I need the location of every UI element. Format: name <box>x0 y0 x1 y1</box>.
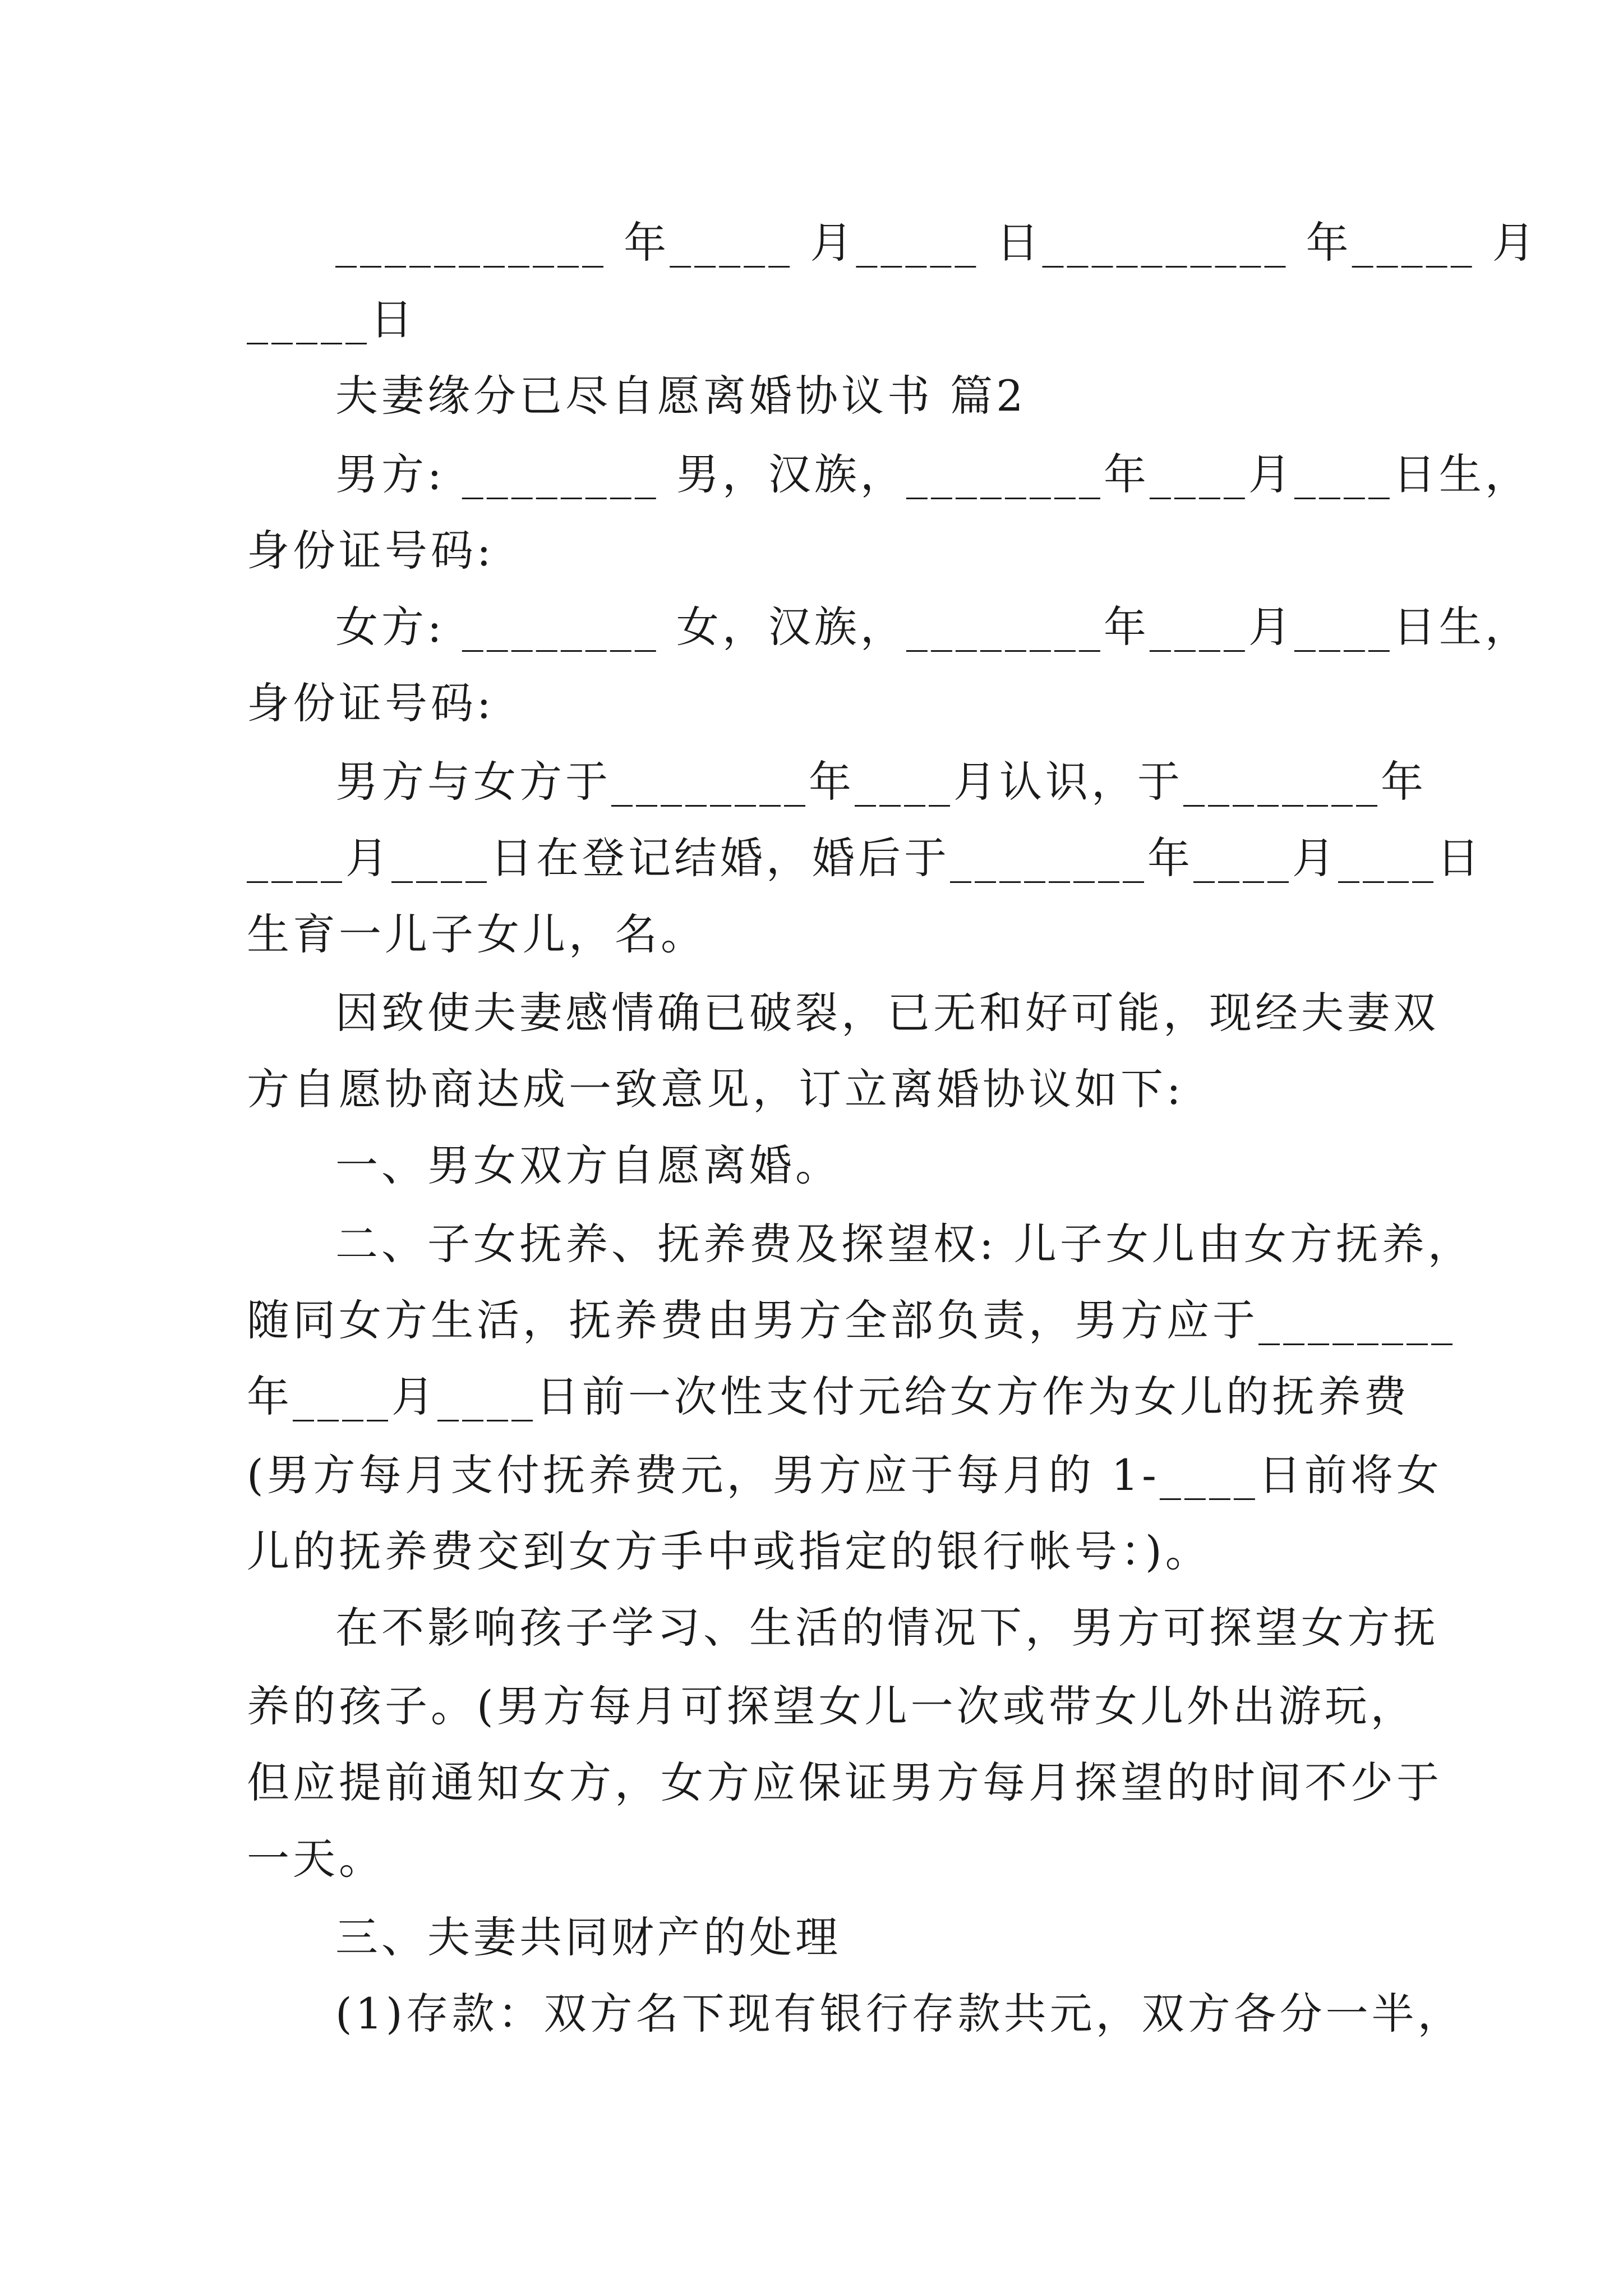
date-signature-line: ___________ 年_____ 月_____ 日__________ 年_____ 月 <box>335 218 1538 268</box>
marriage-paragraph-line: 男方与女方于________年____月认识，于________年 <box>335 757 1427 807</box>
woman-info-line: 女方: ________ 女，汉族，________年____月____日生， <box>335 602 1531 652</box>
reason-paragraph-line: 因致使夫妻感情确已破裂，已无和好可能，现经夫妻双 <box>335 988 1439 1038</box>
savings-line: (1)存款：双方名下现有银行存款共元，双方各分一半， <box>335 1989 1464 2039</box>
clause-one: 一、男女双方自愿离婚。 <box>335 1140 841 1190</box>
marriage-paragraph-line: 生育一儿子女儿，名。 <box>247 909 707 959</box>
visitation-paragraph-line: 一天。 <box>247 1834 385 1884</box>
visitation-paragraph-line: 在不影响孩子学习、生活的情况下，男方可探望女方抚 <box>335 1603 1439 1653</box>
date-signature-line-cont: _____日 <box>247 295 416 344</box>
section-title: 夫妻缘分已尽自愿离婚协议书 篇2 <box>335 371 1027 421</box>
clause-three-heading: 三、夫妻共同财产的处理 <box>335 1912 841 1962</box>
visitation-paragraph-line: 但应提前通知女方，女方应保证男方每月探望的时间不少于 <box>247 1757 1442 1807</box>
clause-two-line: 二、子女抚养、抚养费及探望权: 儿子女儿由女方抚养， <box>335 1219 1474 1269</box>
man-id-line: 身份证号码: <box>247 526 495 576</box>
reason-paragraph-line: 方自愿协商达成一致意见，订立离婚协议如下: <box>247 1064 1184 1114</box>
clause-two-line: (男方每月支付抚养费元，男方应于每月的 1-____日前将女 <box>247 1450 1442 1500</box>
man-info-line: 男方: ________ 男，汉族，________年____月____日生， <box>335 449 1531 499</box>
visitation-paragraph-line: 养的孩子。(男方每月可探望女儿一次或带女儿外出游玩， <box>247 1681 1417 1731</box>
clause-two-line: 年____月____日前一次性支付元给女方作为女儿的抚养费 <box>247 1372 1410 1421</box>
clause-two-line: 儿的抚养费交到女方手中或指定的银行帐号：)。 <box>247 1526 1211 1576</box>
clause-two-line: 随同女方生活，抚养费由男方全部负责，男方应于________ <box>247 1295 1456 1345</box>
woman-id-line: 身份证号码: <box>247 678 495 728</box>
marriage-paragraph-line: ____月____日在登记结婚，婚后于________年____月____日 <box>247 833 1483 883</box>
